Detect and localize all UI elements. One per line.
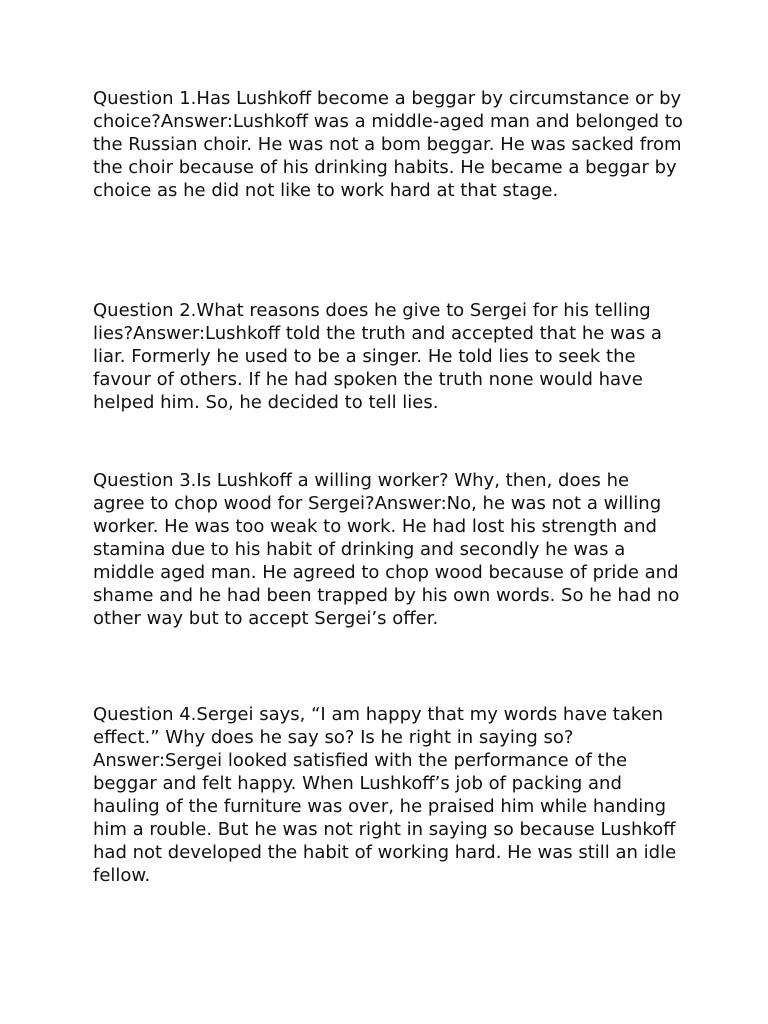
question-3-paragraph: Question 3.Is Lushkoff a willing worker? Why, then, does he agree to chop wood for Sergei?Answer:No, he was not a willing worker. He was too weak to work. He had lost his strength and stamina due to his habit of drinking and secondly he was a middle aged man. He agreed to chop wood because of pride and shame and he had been trapped by his own words. So he had no other way but to accept Sergei’s offer. — [93, 470, 680, 629]
question-2-paragraph: Question 2.What reasons does he give to Sergei for his telling lies?Answer:Lushkoff told the truth and accepted that he was a liar. Formerly he used to be a singer. He told lies to seek the favour of others. If he had spoken the truth none would have helped him. So, he decided to tell lies. — [93, 300, 662, 413]
question-4-paragraph: Question 4.Sergei says, “I am happy that my words have taken effect.” Why does he say so? Is he right in saying so?Answer:Sergei looked satisfied with the performance of the beggar and felt happy. When Lushkoff’s job of packing and hauling of the furniture was over, he praised him while handing him a rouble. But he was not right in saying so because Lushkoff had not developed the habit of working hard. He was still an idle fellow. — [93, 704, 677, 886]
question-1-paragraph: Question 1.Has Lushkoff become a beggar by circumstance or by choice?Answer:Lushkoff was a middle-aged man and belonged to the Russian choir. He was not a bom beggar. He was sacked from the choir because of his drinking habits. He became a beggar by choice as he did not like to work hard at that stage. — [93, 88, 683, 201]
